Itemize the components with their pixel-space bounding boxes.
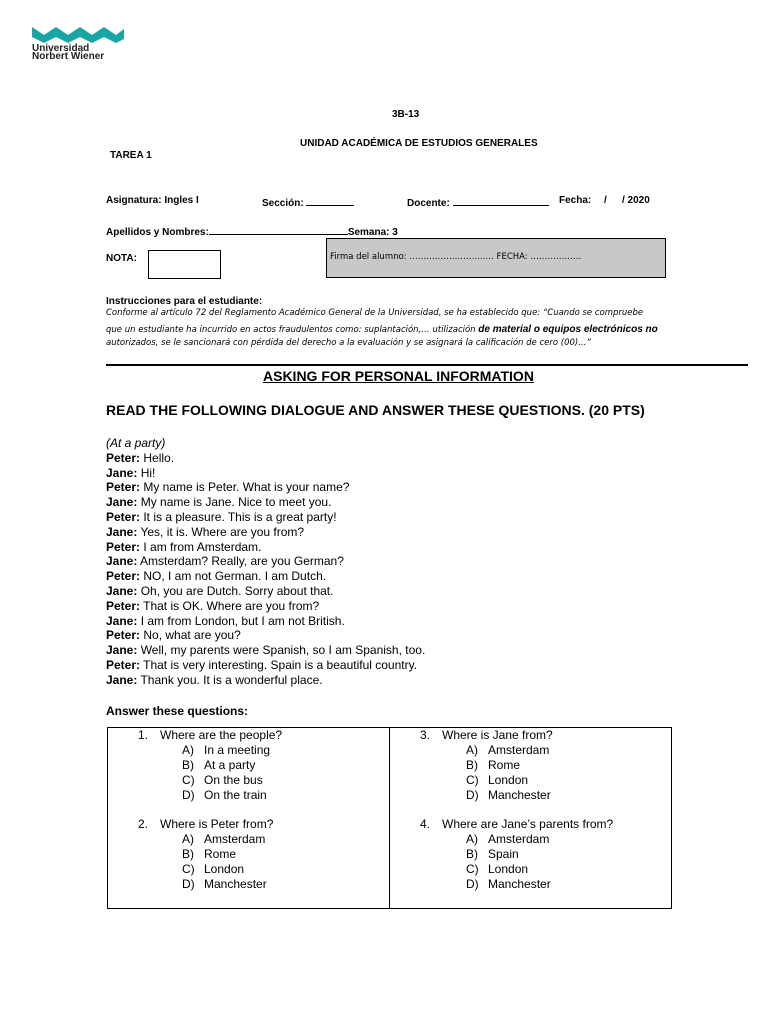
answer-option[interactable]: D) Manchester bbox=[182, 877, 267, 891]
speaker: Peter: bbox=[106, 509, 141, 524]
speaker: Jane: bbox=[106, 554, 138, 569]
instructions-line3: autorizados, se le sancionará con pérdida del derecho a la evaluación y se asignará la calificación de cero (00)...” bbox=[106, 338, 591, 348]
question bbox=[108, 817, 273, 892]
line-text: Hi! bbox=[137, 465, 156, 480]
instructions-line2-a: que un estudiante ha incurrido en actos fraudulentos como: suplantación,… utilización bbox=[106, 325, 479, 335]
divider bbox=[106, 364, 748, 366]
line-text: Well, my parents were Spanish, so I am Spanish, too. bbox=[137, 643, 426, 658]
answer-option[interactable]: A) Amsterdam bbox=[466, 743, 550, 757]
dialogue-line bbox=[106, 480, 425, 495]
speaker: Jane: bbox=[106, 583, 138, 598]
line-text: I am from London, but I am not British. bbox=[137, 613, 345, 628]
speaker: Jane: bbox=[106, 672, 138, 687]
dialogue-line bbox=[106, 525, 425, 540]
speaker: Peter: bbox=[106, 539, 141, 554]
line-text: Yes, it is. Where are you from? bbox=[137, 524, 305, 539]
speaker: Peter: bbox=[106, 480, 141, 495]
grade-box[interactable] bbox=[148, 250, 221, 279]
dialogue-setting: (At a party) bbox=[106, 436, 166, 450]
task-label: TAREA 1 bbox=[110, 150, 152, 161]
date-year: / 2020 bbox=[622, 195, 650, 206]
speaker: Peter: bbox=[106, 598, 141, 613]
line-text: Thank you. It is a wonderful place. bbox=[137, 672, 323, 687]
instructions-line2-b: de material o equipos electrónicos no bbox=[478, 324, 658, 335]
answer-option[interactable]: C) On the bus bbox=[182, 773, 263, 787]
dialogue-line bbox=[106, 673, 425, 688]
answer-option[interactable]: C) London bbox=[466, 773, 529, 787]
page-title: ASKING FOR PERSONAL INFORMATION bbox=[263, 368, 534, 384]
line-text: That is OK. Where are you from? bbox=[140, 598, 320, 613]
answer-option[interactable]: D) Manchester bbox=[466, 788, 551, 802]
logo-book-icon bbox=[30, 25, 124, 45]
answer-option[interactable]: B) Spain bbox=[466, 847, 519, 861]
dialogue-line bbox=[106, 628, 425, 643]
dialogue-line bbox=[106, 643, 425, 658]
logo-line1: Universidad bbox=[32, 43, 90, 54]
dialogue-line bbox=[106, 466, 425, 481]
speaker: Peter: bbox=[106, 628, 141, 643]
dialogue bbox=[106, 436, 425, 688]
answer-option[interactable]: B) Rome bbox=[182, 847, 237, 861]
section-blank[interactable] bbox=[306, 195, 354, 206]
academic-unit: UNIDAD ACADÉMICA DE ESTUDIOS GENERALES bbox=[300, 138, 538, 149]
line-text: It is a pleasure. This is a great party! bbox=[140, 509, 337, 524]
date-sep-1: / bbox=[604, 195, 607, 206]
subject-field: Asignatura: Ingles I bbox=[106, 195, 199, 206]
dialogue-line bbox=[106, 614, 425, 629]
grade-label: NOTA: bbox=[106, 253, 137, 264]
answer-option[interactable]: A) Amsterdam bbox=[466, 832, 550, 846]
line-text: Amsterdam? Really, are you German? bbox=[137, 554, 344, 569]
dialogue-line bbox=[106, 495, 425, 510]
date-label: Fecha: bbox=[559, 195, 592, 206]
question-text: 3. Where is Jane from? bbox=[420, 728, 553, 742]
answer-option[interactable]: D) Manchester bbox=[466, 877, 551, 891]
line-text: I am from Amsterdam. bbox=[140, 539, 262, 554]
names-blank[interactable] bbox=[209, 224, 348, 235]
dialogue-line bbox=[106, 540, 425, 555]
dialogue-line bbox=[106, 554, 425, 569]
question-text: 2. Where is Peter from? bbox=[138, 817, 274, 831]
speaker: Jane: bbox=[106, 465, 138, 480]
answer-option[interactable]: A) Amsterdam bbox=[182, 832, 266, 846]
document-code: 3B-13 bbox=[392, 109, 420, 120]
answer-option[interactable]: A) In a meeting bbox=[182, 743, 271, 757]
line-text: My name is Peter. What is your name? bbox=[140, 480, 350, 495]
section-label: Sección: bbox=[262, 198, 304, 209]
names-label: Apellidos y Nombres: bbox=[106, 227, 209, 238]
speaker: Jane: bbox=[106, 495, 138, 510]
section-field bbox=[262, 195, 354, 209]
teacher-label: Docente: bbox=[407, 198, 450, 209]
question bbox=[390, 728, 553, 803]
questions-table bbox=[107, 727, 672, 909]
dialogue-line bbox=[106, 569, 425, 584]
speaker: Peter: bbox=[106, 657, 141, 672]
answer-option[interactable]: C) London bbox=[466, 862, 529, 876]
teacher-blank[interactable] bbox=[453, 195, 549, 206]
dialogue-line bbox=[106, 451, 425, 466]
instructions-heading: Instrucciones para el estudiante: bbox=[106, 296, 263, 307]
signature-box[interactable] bbox=[326, 238, 666, 278]
question-text: 4. Where are Jane’s parents from? bbox=[420, 817, 614, 831]
signature-text: Firma del alumno: ……………………...… FECHA: ……………… bbox=[330, 252, 582, 262]
week-label: Semana: 3 bbox=[347, 227, 398, 238]
dialogue-line bbox=[106, 658, 425, 673]
line-text: Oh, you are Dutch. Sorry about that. bbox=[137, 583, 334, 598]
line-text: No, what are you? bbox=[140, 628, 241, 643]
line-text: Hello. bbox=[140, 450, 175, 465]
question bbox=[108, 728, 282, 803]
answer-option[interactable]: C) London bbox=[182, 862, 245, 876]
logo-line2: Norbert Wiener bbox=[32, 51, 105, 62]
dialogue-line bbox=[106, 599, 425, 614]
names-field bbox=[106, 224, 398, 238]
instructions-line1: Conforme al artículo 72 del Reglamento Académico General de la Universidad, se ha establecido que: “Cuando se compruebe bbox=[106, 308, 644, 318]
instructions-title: READ THE FOLLOWING DIALOGUE AND ANSWER THESE QUESTIONS. (20 PTS) bbox=[106, 402, 645, 418]
question-text: 1. Where are the people? bbox=[138, 728, 283, 742]
teacher-field bbox=[407, 195, 549, 209]
speaker: Peter: bbox=[106, 450, 141, 465]
dialogue-line bbox=[106, 584, 425, 599]
question bbox=[390, 817, 613, 892]
speaker: Peter: bbox=[106, 569, 141, 584]
answer-option[interactable]: B) At a party bbox=[182, 758, 256, 772]
speaker: Jane: bbox=[106, 643, 138, 658]
dialogue-line bbox=[106, 510, 425, 525]
university-logo bbox=[30, 25, 130, 61]
line-text: NO, I am not German. I am Dutch. bbox=[140, 569, 327, 584]
answer-option[interactable]: B) Rome bbox=[466, 758, 521, 772]
answer-option[interactable]: D) On the train bbox=[182, 788, 267, 802]
line-text: My name is Jane. Nice to meet you. bbox=[137, 495, 332, 510]
answer-heading: Answer these questions: bbox=[106, 704, 249, 718]
line-text: That is very interesting. Spain is a beautiful country. bbox=[140, 657, 418, 672]
speaker: Jane: bbox=[106, 613, 138, 628]
speaker: Jane: bbox=[106, 524, 138, 539]
